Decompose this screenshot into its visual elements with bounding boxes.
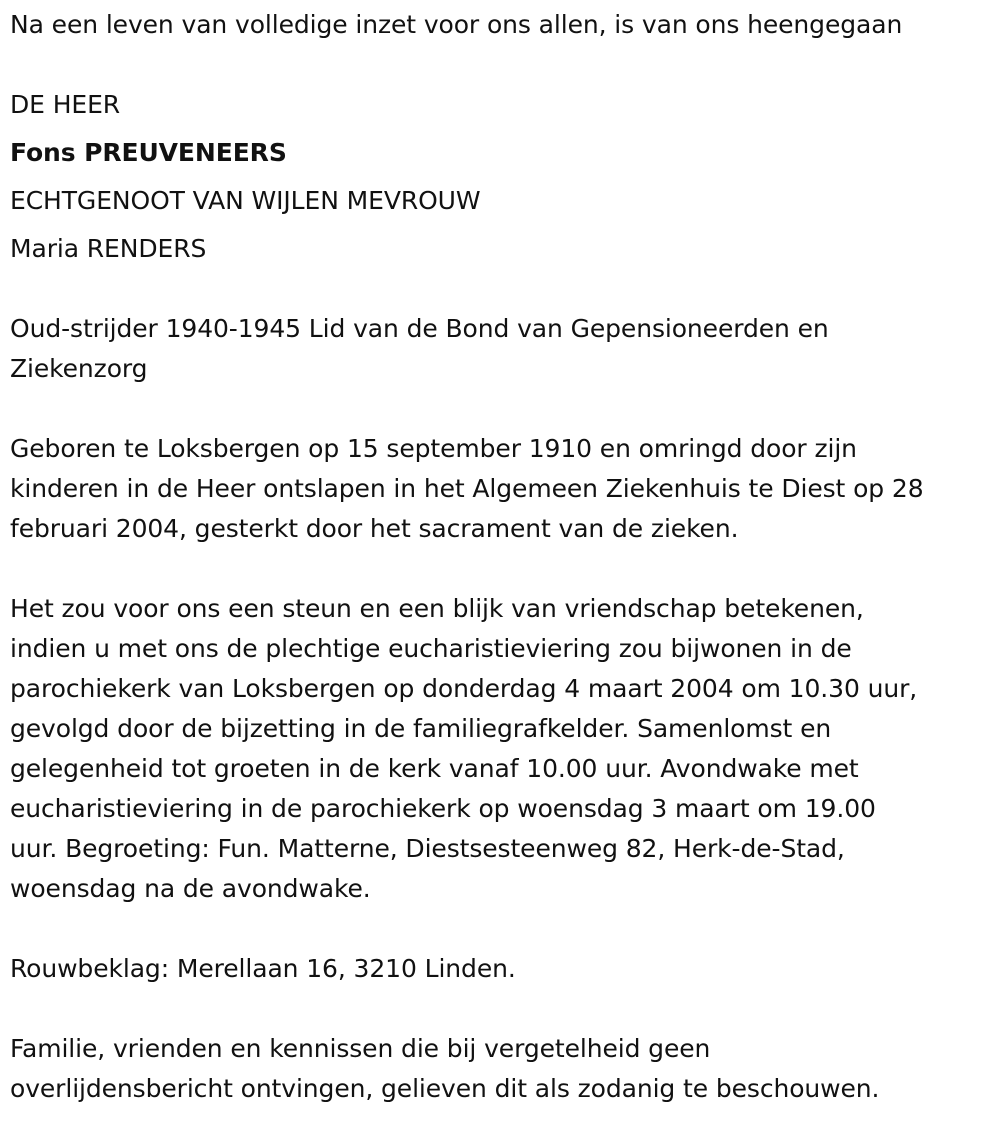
affiliation-line: Oud-strijder 1940-1945 Lid van de Bond van Gepensioneerden en xyxy=(10,314,829,343)
spouse-label: ECHTGENOOT VAN WIJLEN MEVROUW xyxy=(10,186,481,215)
ceremony-line: uur. Begroeting: Fun. Matterne, Diestsesteenweg 82, Herk-de-Stad, xyxy=(10,834,845,863)
birth-death-line: kinderen in de Heer ontslapen in het Algemeen Ziekenhuis te Diest op 28 xyxy=(10,474,924,503)
ceremony-line: eucharistieviering in de parochiekerk op woensdag 3 maart om 19.00 xyxy=(10,794,876,823)
ceremony-line: Het zou voor ons een steun en een blijk van vriendschap betekenen, xyxy=(10,594,864,623)
ceremony-line: indien u met ons de plechtige eucharistieviering zou bijwonen in de xyxy=(10,634,852,663)
birth-death-line: Geboren te Loksbergen op 15 september 1910 en omringd door zijn xyxy=(10,434,857,463)
title-prefix: DE HEER xyxy=(10,90,121,119)
ceremony-line: parochiekerk van Loksbergen op donderdag 4 maart 2004 om 10.30 uur, xyxy=(10,674,918,703)
ceremony-line: woensdag na de avondwake. xyxy=(10,874,371,903)
intro-text: Na een leven van volledige inzet voor ons allen, is van ons heengegaan xyxy=(10,10,903,39)
birth-death-line: februari 2004, gesterkt door het sacrament van de zieken. xyxy=(10,514,739,543)
ceremony-line: gevolgd door de bijzetting in de familiegrafkelder. Samenlomst en xyxy=(10,714,832,743)
closing-line: Familie, vrienden en kennissen die bij vergetelheid geen xyxy=(10,1034,711,1063)
ceremony-line: gelegenheid tot groeten in de kerk vanaf 10.00 uur. Avondwake met xyxy=(10,754,859,783)
closing-line: overlijdensbericht ontvingen, gelieven dit als zodanig te beschouwen. xyxy=(10,1074,880,1103)
condolence-address: Rouwbeklag: Merellaan 16, 3210 Linden. xyxy=(10,954,516,983)
affiliation-line: Ziekenzorg xyxy=(10,354,148,383)
deceased-name: Fons PREUVENEERS xyxy=(10,138,287,167)
spouse-name: Maria RENDERS xyxy=(10,234,207,263)
